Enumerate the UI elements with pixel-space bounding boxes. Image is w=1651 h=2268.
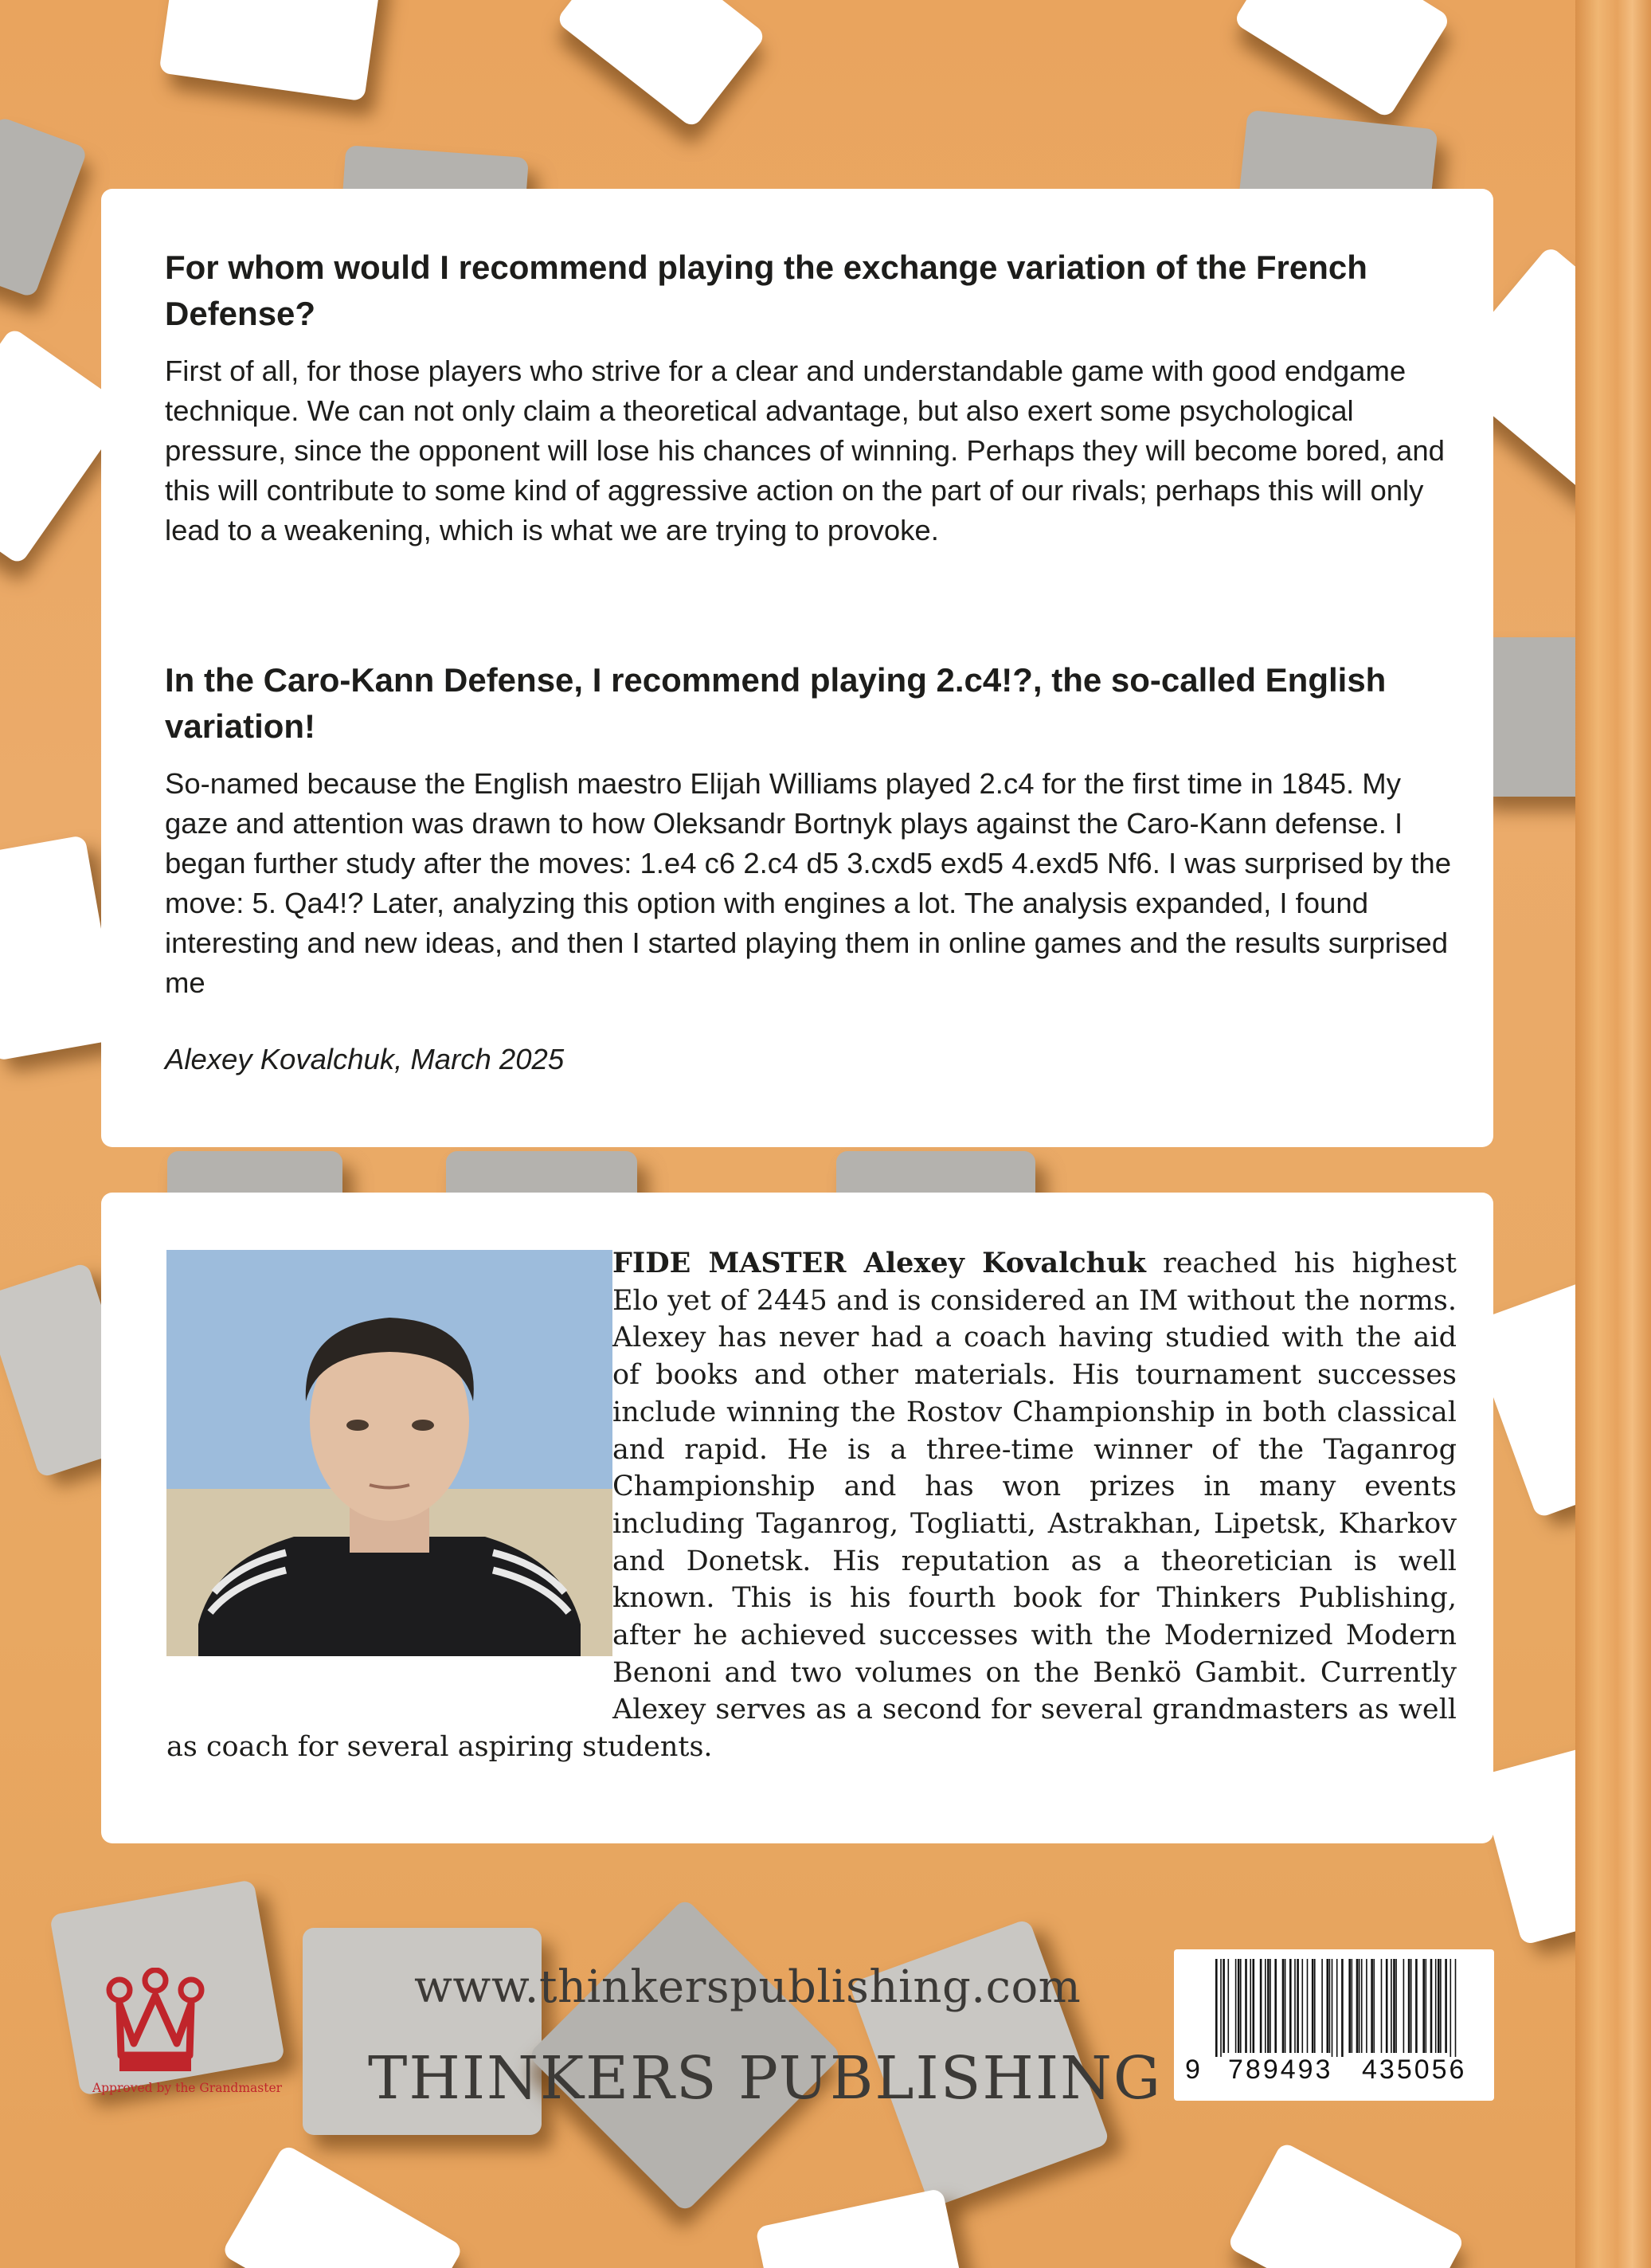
- bio-body: reached his highest Elo yet of 2445 and is considered an IM without the norms. Alexey has never had a coach having studied with the aid of books and other materials. His tournament successes include winning the Rostov Championship in both classical and rapid. He is a three-time winner of the Taganrog Championship and has won prizes in many events including Taganrog, Togliatti, Astrakhan, Lipetsk, Kharkov and Donetsk. His reputation as a theoretician is well known. This is his fourth book for Thinkers Publishing, after he achieved successes with the Modernized Modern Benoni and two volumes on the Benkö Gambit. Currently Alexey serves as a second for several grandmasters as well as coach for several aspiring students.: [166, 1248, 1457, 1764]
- author-bio-text: [166, 1245, 1457, 1766]
- section2-body: So-named because the English maestro Elijah Williams played 2.c4 for the first time in 1845. My gaze and attention was drawn to how Oleksandr Bortnyk plays against the Caro-Kann defense. I began further study after the moves: 1.e4 c6 2.c4 d5 3.cxd5 exd5 4.exd5 Nf6. I was surprised by the move: 5. Qa4!? Later, analyzing this option with engines a lot. The analysis expanded, I found interesting and new ideas, and then I started playing them in online games and the results surprised me: [165, 767, 1452, 999]
- publisher-website[interactable]: www.thinkerspublishing.com: [414, 1961, 1082, 2013]
- book-spine: [1575, 0, 1651, 2268]
- section1-body: First of all, for those players who strive for a clear and understandable game with good endgame technique. We can not only claim a theoretical advantage, but also exert some psychological pressure, since the opponent will lose his chances of winning. Perhaps they will become bored, and this will contribute to some kind of aggressive action on the part of our rivals; perhaps this will only lead to a weakening, which is what we are trying to provoke.: [165, 354, 1445, 546]
- isbn-group-2: 435056: [1362, 2055, 1467, 2085]
- description-panel: [101, 189, 1493, 1147]
- author-signature: Alexey Kovalchuk, March 2025: [165, 1043, 565, 1075]
- section2-heading: In the Caro-Kann Defense, I recommend playing 2.c4!?, the so-called English variation!: [165, 661, 1387, 745]
- logo-caption: Approved by the Grandmaster: [92, 2081, 283, 2095]
- barcode-bars: [1174, 1949, 1494, 2057]
- isbn-barcode: [1174, 1949, 1494, 2101]
- publisher-logo: [72, 1968, 303, 2127]
- publisher-name: THINKERS PUBLISHING: [368, 2044, 1163, 2113]
- isbn-prefix: 9: [1185, 2055, 1200, 2085]
- author-bio-panel: [101, 1193, 1493, 1843]
- bio-lead: FIDE MASTER Alexey Kovalchuk: [612, 1247, 1146, 1279]
- crown-icon: [72, 1968, 303, 2079]
- isbn-group-1: 789493: [1228, 2055, 1333, 2085]
- section1-heading: For whom would I recommend playing the exchange variation of the French Defense?: [165, 249, 1367, 332]
